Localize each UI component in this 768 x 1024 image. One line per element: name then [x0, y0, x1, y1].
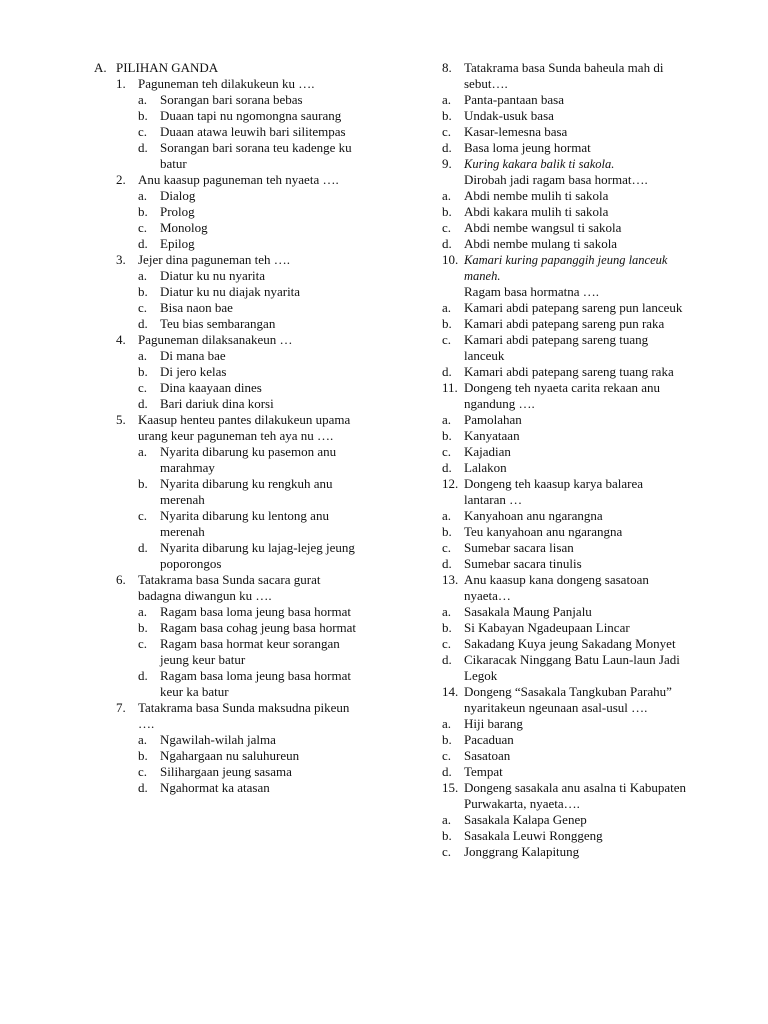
option-list	[442, 92, 686, 156]
option-letter: b.	[138, 748, 148, 763]
question-number: 8.	[442, 60, 452, 75]
answer-option	[138, 284, 356, 300]
option-text: Di mana bae	[160, 348, 226, 363]
question-text: Paguneman teh dilakukeun ku ….	[138, 76, 315, 91]
question-row	[442, 684, 686, 716]
option-list	[442, 412, 686, 476]
option-letter: b.	[138, 364, 148, 379]
question-body	[138, 76, 356, 92]
option-text: Kanyahoan anu ngarangna	[464, 508, 603, 523]
option-text: Kamari abdi patepang sareng tuang lanceuk	[464, 332, 649, 363]
answer-option	[138, 748, 356, 764]
question-text: Kaasup henteu pantes dilakukeun upama urang keur paguneman teh aya nu ….	[138, 412, 351, 443]
question-number: 4.	[116, 332, 126, 347]
option-letter: b.	[442, 428, 452, 443]
question-row	[442, 252, 686, 300]
option-text: Kanyataan	[464, 428, 520, 443]
option-list	[442, 604, 686, 684]
answer-option	[442, 92, 686, 108]
option-letter: a.	[442, 604, 452, 619]
option-list	[138, 268, 356, 332]
option-list	[442, 812, 686, 860]
answer-option	[442, 732, 686, 748]
question-item	[94, 252, 356, 332]
question-body	[464, 572, 686, 604]
question-body	[464, 156, 686, 188]
question-body	[464, 780, 686, 812]
answer-option	[138, 636, 356, 668]
question-text: Anu kaasup kana dongeng sasatoan nyaeta…	[464, 572, 649, 603]
answer-option	[442, 604, 686, 620]
answer-option	[442, 844, 686, 860]
option-text: Sorangan bari sorana teu kadenge ku batur	[160, 140, 352, 171]
option-letter: d.	[138, 236, 148, 251]
answer-option	[138, 732, 356, 748]
question-item	[94, 172, 356, 252]
question-number: 15.	[442, 780, 459, 795]
option-text: Kamari abdi patepang sareng tuang raka	[464, 364, 674, 379]
option-letter: a.	[138, 604, 148, 619]
answer-option	[442, 812, 686, 828]
option-letter: b.	[442, 524, 452, 539]
option-letter: c.	[138, 508, 148, 523]
section-title: PILIHAN GANDA	[116, 60, 219, 75]
answer-option	[442, 636, 686, 652]
option-letter: d.	[442, 556, 452, 571]
option-text: Si Kabayan Ngadeupaan Lincar	[464, 620, 630, 635]
option-letter: a.	[138, 92, 148, 107]
answer-option	[442, 300, 686, 316]
option-letter: c.	[442, 444, 452, 459]
option-text: Sasatoan	[464, 748, 511, 763]
option-letter: d.	[442, 140, 452, 155]
answer-option	[442, 332, 686, 364]
question-row	[116, 412, 356, 444]
option-letter: b.	[138, 108, 148, 123]
option-letter: c.	[442, 220, 452, 235]
option-text: Bari dariuk dina korsi	[160, 396, 274, 411]
question-item	[94, 332, 356, 412]
answer-option	[442, 364, 686, 380]
question-text: Dongeng teh kaasup karya balarea lantaran …	[464, 476, 644, 507]
question-number: 14.	[442, 684, 459, 699]
question-body	[138, 332, 356, 348]
option-text: Monolog	[160, 220, 208, 235]
question-row	[442, 572, 686, 604]
question-text: Tatakrama basa Sunda baheula mah di sebut….	[464, 60, 664, 91]
option-letter: a.	[442, 188, 452, 203]
option-letter: c.	[442, 124, 452, 139]
option-letter: a.	[442, 812, 452, 827]
answer-option	[442, 316, 686, 332]
question-body	[464, 684, 686, 716]
answer-option	[442, 236, 686, 252]
option-letter: d.	[138, 316, 148, 331]
answer-option	[138, 124, 356, 140]
question-number: 12.	[442, 476, 459, 491]
option-text: Kamari abdi patepang sareng pun lanceuk	[464, 300, 683, 315]
option-list	[442, 300, 686, 380]
option-text: Kasar-lemesna basa	[464, 124, 568, 139]
option-letter: a.	[442, 508, 452, 523]
question-number: 1.	[116, 76, 126, 91]
answer-option	[442, 652, 686, 684]
option-text: Ngahormat ka atasan	[160, 780, 270, 795]
answer-option	[442, 764, 686, 780]
answer-option	[138, 620, 356, 636]
answer-option	[442, 108, 686, 124]
question-row	[442, 780, 686, 812]
option-letter: a.	[138, 268, 148, 283]
option-text: Ngawilah-wilah jalma	[160, 732, 276, 747]
option-text: Epilog	[160, 236, 195, 251]
question-number: 7.	[116, 700, 126, 715]
question-item	[94, 76, 356, 172]
option-letter: d.	[138, 140, 148, 155]
option-letter: c.	[442, 540, 452, 555]
question-number: 9.	[442, 156, 452, 171]
option-letter: b.	[442, 316, 452, 331]
question-item	[442, 684, 686, 780]
option-letter: c.	[138, 300, 148, 315]
option-letter: a.	[442, 412, 452, 427]
question-body	[138, 412, 356, 444]
question-text: Ragam basa hormatna ….	[464, 284, 600, 299]
question-text: Paguneman dilaksanakeun …	[138, 332, 293, 347]
option-text: Ragam basa cohag jeung basa hormat	[160, 620, 357, 635]
option-letter: a.	[442, 716, 452, 731]
question-body	[138, 572, 356, 604]
option-letter: c.	[442, 636, 452, 651]
option-letter: b.	[138, 620, 148, 635]
question-row	[442, 60, 686, 92]
option-list	[138, 444, 356, 572]
option-list	[442, 508, 686, 572]
option-letter: b.	[442, 108, 452, 123]
answer-option	[138, 444, 356, 476]
question-item	[442, 380, 686, 476]
answer-option	[138, 780, 356, 796]
question-list-left	[94, 76, 356, 796]
answer-option	[138, 188, 356, 204]
answer-option	[138, 108, 356, 124]
option-text: Basa loma jeung hormat	[464, 140, 591, 155]
answer-option	[138, 364, 356, 380]
answer-option	[442, 524, 686, 540]
option-letter: a.	[138, 732, 148, 747]
option-letter: d.	[442, 652, 452, 667]
option-letter: a.	[138, 348, 148, 363]
option-text: Nyarita dibarung ku rengkuh anu merenah	[160, 476, 333, 507]
option-letter: c.	[442, 332, 452, 347]
question-number: 11.	[442, 380, 458, 395]
option-text: Duaan atawa leuwih bari silitempas	[160, 124, 346, 139]
option-letter: d.	[138, 780, 148, 795]
question-text: Dirobah jadi ragam basa hormat….	[464, 172, 648, 187]
question-quote: Kuring kakara balik ti sakola.	[464, 157, 615, 171]
question-list-right	[442, 60, 686, 860]
option-letter: a.	[138, 444, 148, 459]
option-text: Diatur ku nu nyarita	[160, 268, 266, 283]
option-letter: d.	[442, 460, 452, 475]
option-text: Teu bias sembarangan	[160, 316, 276, 331]
question-number: 2.	[116, 172, 126, 187]
option-letter: c.	[442, 844, 452, 859]
option-text: Cikaracak Ninggang Batu Laun-laun Jadi Legok	[464, 652, 680, 683]
option-text: Duaan tapi nu ngomongna saurang	[160, 108, 342, 123]
question-body	[138, 700, 356, 732]
answer-option	[138, 236, 356, 252]
answer-option	[138, 204, 356, 220]
answer-option	[138, 764, 356, 780]
question-row	[116, 572, 356, 604]
option-letter: d.	[138, 396, 148, 411]
answer-option	[138, 220, 356, 236]
option-text: Nyarita dibarung ku pasemon anu marahmay	[160, 444, 337, 475]
question-row	[116, 76, 356, 92]
question-item	[442, 476, 686, 572]
option-letter: b.	[138, 284, 148, 299]
left-column	[94, 60, 356, 796]
option-letter: b.	[442, 828, 452, 843]
question-number: 3.	[116, 252, 126, 267]
option-letter: d.	[442, 236, 452, 251]
answer-option	[442, 460, 686, 476]
option-letter: b.	[442, 732, 452, 747]
option-letter: c.	[138, 220, 148, 235]
option-text: Pamolahan	[464, 412, 522, 427]
question-text: Anu kaasup paguneman teh nyaeta ….	[138, 172, 339, 187]
question-body	[464, 252, 686, 300]
question-row	[442, 380, 686, 412]
question-row	[116, 252, 356, 268]
question-text: Tatakrama basa Sunda sacara gurat badagna diwangun ku ….	[138, 572, 321, 603]
question-item	[442, 780, 686, 860]
option-text: Kamari abdi patepang sareng pun raka	[464, 316, 665, 331]
answer-option	[138, 348, 356, 364]
question-row	[442, 156, 686, 188]
option-letter: b.	[138, 476, 148, 491]
section-letter: A.	[94, 60, 107, 75]
answer-option	[442, 140, 686, 156]
option-text: Dina kaayaan dines	[160, 380, 262, 395]
option-text: Ragam basa hormat keur sorangan jeung keur batur	[160, 636, 340, 667]
option-text: Abdi kakara mulih ti sakola	[464, 204, 609, 219]
answer-option	[138, 92, 356, 108]
answer-option	[442, 556, 686, 572]
option-list	[138, 604, 356, 700]
question-body	[138, 172, 356, 188]
option-text: Sasakala Leuwi Ronggeng	[464, 828, 603, 843]
answer-option	[442, 620, 686, 636]
option-text: Ngahargaan nu saluhureun	[160, 748, 300, 763]
option-text: Sumebar sacara lisan	[464, 540, 574, 555]
question-number: 13.	[442, 572, 459, 587]
answer-option	[442, 748, 686, 764]
question-text: Dongeng teh nyaeta carita rekaan anu ngandung ….	[464, 380, 660, 411]
question-item	[94, 412, 356, 572]
option-letter: d.	[138, 668, 148, 683]
question-text: Jejer dina paguneman teh ….	[138, 252, 290, 267]
question-quote: Kamari kuring papanggih jeung lanceuk maneh.	[464, 253, 668, 283]
option-text: Kajadian	[464, 444, 511, 459]
section-heading	[94, 60, 356, 76]
option-text: Abdi nembe mulih ti sakola	[464, 188, 609, 203]
option-text: Abdi nembe wangsul ti sakola	[464, 220, 622, 235]
question-item	[442, 156, 686, 252]
answer-option	[442, 204, 686, 220]
question-item	[94, 700, 356, 796]
option-list	[442, 716, 686, 780]
answer-option	[442, 412, 686, 428]
option-text: Sakadang Kuya jeung Sakadang Monyet	[464, 636, 676, 651]
option-text: Abdi nembe mulang ti sakola	[464, 236, 618, 251]
option-list	[138, 92, 356, 172]
answer-option	[442, 828, 686, 844]
option-text: Panta-pantaan basa	[464, 92, 564, 107]
option-letter: b.	[138, 204, 148, 219]
option-text: Sorangan bari sorana bebas	[160, 92, 303, 107]
option-letter: d.	[442, 364, 452, 379]
answer-option	[442, 188, 686, 204]
option-text: Hiji barang	[464, 716, 523, 731]
question-item	[442, 252, 686, 380]
question-body	[464, 476, 686, 508]
answer-option	[138, 316, 356, 332]
question-body	[138, 252, 356, 268]
option-text: Prolog	[160, 204, 195, 219]
option-letter: c.	[138, 124, 148, 139]
option-text: Ragam basa loma jeung basa hormat keur ka batur	[160, 668, 351, 699]
option-text: Dialog	[160, 188, 196, 203]
question-item	[442, 60, 686, 156]
option-text: Nyarita dibarung ku lentong anu merenah	[160, 508, 329, 539]
answer-option	[138, 508, 356, 540]
option-list	[138, 348, 356, 412]
option-letter: c.	[138, 764, 148, 779]
answer-option	[138, 140, 356, 172]
question-text: Dongeng “Sasakala Tangkuban Parahu” nyaritakeun ngeunaan asal-usul ….	[464, 684, 672, 715]
question-row	[116, 700, 356, 732]
question-number: 10.	[442, 252, 459, 267]
right-column	[442, 60, 686, 860]
option-text: Sasakala Kalapa Genep	[464, 812, 587, 827]
answer-option	[442, 124, 686, 140]
question-text: Dongeng sasakala anu asalna ti Kabupaten Purwakarta, nyaeta….	[464, 780, 687, 811]
option-text: Sumebar sacara tinulis	[464, 556, 582, 571]
answer-option	[138, 396, 356, 412]
question-row	[116, 332, 356, 348]
option-text: Pacaduan	[464, 732, 514, 747]
question-row	[116, 172, 356, 188]
question-number: 5.	[116, 412, 126, 427]
option-letter: b.	[442, 204, 452, 219]
answer-option	[442, 444, 686, 460]
option-text: Diatur ku nu diajak nyarita	[160, 284, 301, 299]
question-text: Tatakrama basa Sunda maksudna pikeun ….	[138, 700, 350, 731]
question-body	[464, 60, 686, 92]
answer-option	[138, 476, 356, 508]
answer-option	[442, 428, 686, 444]
answer-option	[442, 716, 686, 732]
option-list	[138, 188, 356, 252]
answer-option	[442, 508, 686, 524]
answer-option	[138, 540, 356, 572]
option-letter: a.	[138, 188, 148, 203]
option-letter: a.	[442, 300, 452, 315]
option-text: Sasakala Maung Panjalu	[464, 604, 592, 619]
option-text: Undak-usuk basa	[464, 108, 554, 123]
option-letter: a.	[442, 92, 452, 107]
option-letter: c.	[138, 380, 148, 395]
option-text: Lalakon	[464, 460, 507, 475]
answer-option	[442, 540, 686, 556]
option-list	[442, 188, 686, 252]
option-text: Tempat	[464, 764, 503, 779]
question-row	[442, 476, 686, 508]
option-letter: c.	[138, 636, 148, 651]
answer-option	[138, 604, 356, 620]
option-text: Nyarita dibarung ku lajag-lejeg jeung poporongos	[160, 540, 355, 571]
option-text: Di jero kelas	[160, 364, 227, 379]
option-text: Jonggrang Kalapitung	[464, 844, 580, 859]
answer-option	[138, 268, 356, 284]
answer-option	[442, 220, 686, 236]
question-number: 6.	[116, 572, 126, 587]
question-item	[94, 572, 356, 700]
option-letter: b.	[442, 620, 452, 635]
answer-option	[138, 380, 356, 396]
option-letter: c.	[442, 748, 452, 763]
option-text: Ragam basa loma jeung basa hormat	[160, 604, 351, 619]
option-letter: d.	[442, 764, 452, 779]
option-letter: d.	[138, 540, 148, 555]
option-text: Bisa naon bae	[160, 300, 233, 315]
answer-option	[138, 300, 356, 316]
option-list	[138, 732, 356, 796]
option-text: Teu kanyahoan anu ngarangna	[464, 524, 623, 539]
question-item	[442, 572, 686, 684]
option-text: Silihargaan jeung sasama	[160, 764, 292, 779]
question-body	[464, 380, 686, 412]
answer-option	[138, 668, 356, 700]
